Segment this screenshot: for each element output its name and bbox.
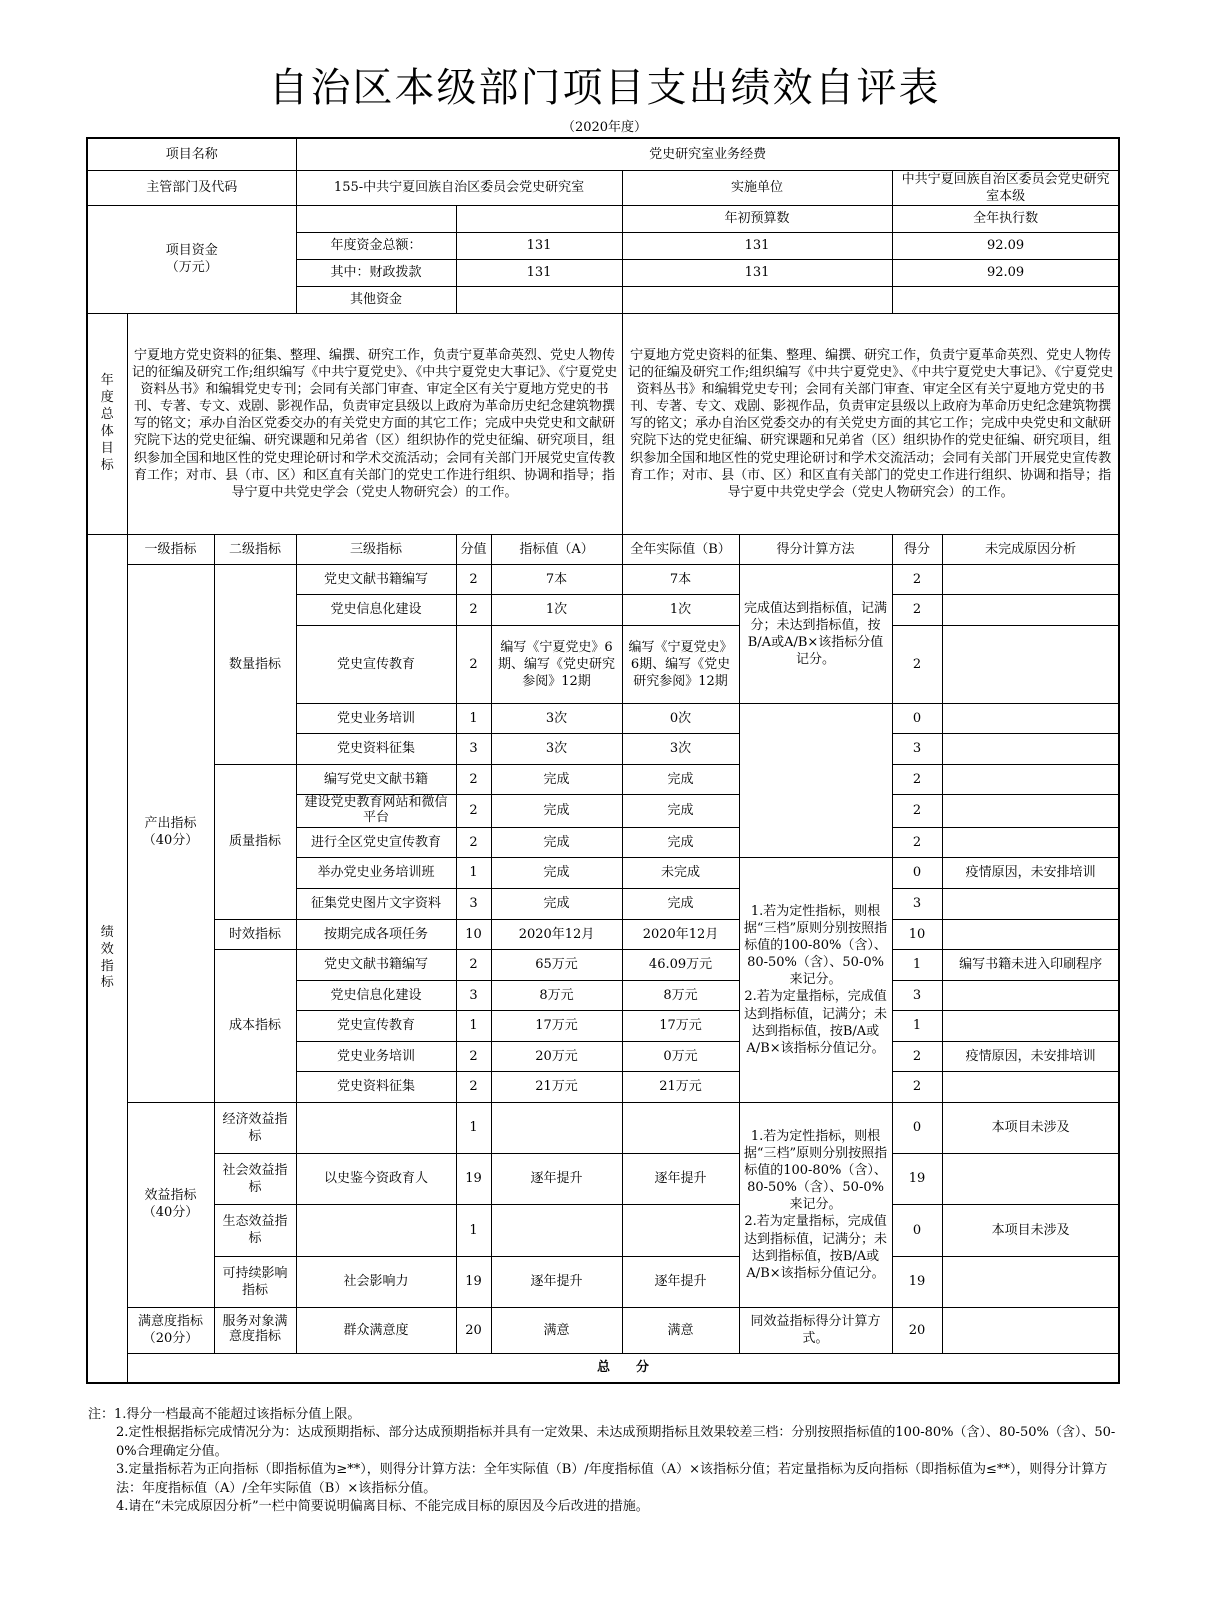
l1-benefit: 效益指标 （40分）	[127, 1102, 214, 1307]
weight: 2	[456, 594, 491, 625]
target: 逐年提升	[491, 1153, 622, 1204]
funds-row-label: 其中：财政拨款	[296, 259, 456, 286]
target: 完成	[491, 764, 622, 794]
l1-satisfaction: 满意度指标 （20分）	[127, 1307, 214, 1353]
l2-ecological: 生态效益指标	[214, 1204, 296, 1256]
weight: 2	[456, 564, 491, 594]
target: 逐年提升	[491, 1256, 622, 1307]
actual: 满意	[622, 1307, 739, 1353]
l3-name: 党史宣传教育	[296, 625, 456, 703]
target	[491, 1204, 622, 1256]
score: 0	[892, 703, 942, 733]
actual: 8万元	[622, 980, 739, 1010]
reason	[942, 919, 1119, 949]
weight: 2	[456, 625, 491, 703]
score: 2	[892, 564, 942, 594]
actual: 21万元	[622, 1071, 739, 1102]
weight: 1	[456, 1010, 491, 1041]
target: 3次	[491, 703, 622, 733]
weight: 3	[456, 888, 491, 919]
reason: 疫情原因，未安排培训	[942, 1041, 1119, 1071]
score: 2	[892, 1071, 942, 1102]
target: 完成	[491, 888, 622, 919]
l3-name: 党史信息化建设	[296, 980, 456, 1010]
weight: 3	[456, 733, 491, 764]
score: 0	[892, 1204, 942, 1256]
header-cell: 得分计算方法	[739, 534, 892, 564]
l3-name: 进行全区党史宣传教育	[296, 827, 456, 857]
impl-value: 中共宁夏回族自治区委员会党史研究室本级	[892, 170, 1119, 205]
note-item: 3.定量指标若为正向指标（即指标值为≥**），则得分计算方法：全年实际值（B）/年度指标值（A）×该指标分值；若定量指标为反向指标（即指标值为≤**），则得分计算方法：年度指标值（A）/全年实际值（B）×该指标分值。	[116, 1462, 1108, 1496]
score: 1	[892, 949, 942, 980]
funds-cell	[892, 286, 1119, 313]
reason	[942, 1071, 1119, 1102]
l3-name: 以史鉴今资政育人	[296, 1153, 456, 1204]
actual: 逐年提升	[622, 1256, 739, 1307]
method-d: 同效益指标得分计算方式。	[739, 1307, 892, 1353]
target: 8万元	[491, 980, 622, 1010]
reason	[942, 1256, 1119, 1307]
header-cell: 三级指标	[296, 534, 456, 564]
project-name-label: 项目名称	[87, 138, 296, 170]
actual: 17万元	[622, 1010, 739, 1041]
reason: 编写书籍未进入印刷程序	[942, 949, 1119, 980]
score: 3	[892, 888, 942, 919]
actual: 3次	[622, 733, 739, 764]
l3-name: 党史文献书籍编写	[296, 949, 456, 980]
actual: 逐年提升	[622, 1153, 739, 1204]
l3-name: 编写党史文献书籍	[296, 764, 456, 794]
funds-header-blank	[296, 205, 456, 232]
reason	[942, 794, 1119, 827]
target: 17万元	[491, 1010, 622, 1041]
reason: 本项目未涉及	[942, 1102, 1119, 1153]
header-cell: 指标值（A）	[491, 534, 622, 564]
l3-name: 建设党史教育网站和微信平台	[296, 794, 456, 827]
header-cell: 未完成原因分析	[942, 534, 1119, 564]
header-cell: 全年实际值（B）	[622, 534, 739, 564]
weight: 19	[456, 1256, 491, 1307]
goal-left: 宁夏地方党史资料的征集、整理、编撰、研究工作，负责宁夏革命英烈、党史人物传记的征编及研究工作;组织编写《中共宁夏党史》、《中共宁夏党史大事记》、《宁夏党史资料丛书》和编辑党史专刊；会同有关部门审查、审定全区有关宁夏地方党史的书刊、专著、专文、戏剧、影视作品，负责审定县级以上政府为革命历史纪念建筑物撰写的铭文；承办自治区党委交办的有关党史方面的其它工作；完成中央党史和文献研究院下达的党史征编、研究课题和兄弟省（区）组织协作的党史征编、研究项目，组织参加全国和地区性的党史理论研讨和学术交流活动；会同有关部门开展党史宣传教育工作；对市、县（市、区）和区直有关部门的党史工作进行组织、协调和指导；指导宁夏中共党史学会（党史人物研究会）的工作。	[127, 313, 622, 534]
target: 65万元	[491, 949, 622, 980]
reason	[942, 733, 1119, 764]
actual: 1次	[622, 594, 739, 625]
weight: 2	[456, 794, 491, 827]
funds-cell	[456, 286, 622, 313]
weight: 20	[456, 1307, 491, 1353]
target: 编写《宁夏党史》6期、编写《党史研究参阅》12期	[491, 625, 622, 703]
reason	[942, 1307, 1119, 1353]
impl-label: 实施单位	[622, 170, 892, 205]
l3-name: 党史资料征集	[296, 1071, 456, 1102]
score: 2	[892, 625, 942, 703]
report-year: （2020年度）	[561, 120, 648, 135]
target: 7本	[491, 564, 622, 594]
score: 0	[892, 857, 942, 888]
l3-name: 按期完成各项任务	[296, 919, 456, 949]
target: 3次	[491, 733, 622, 764]
score: 1	[892, 1010, 942, 1041]
l2-quality: 质量指标	[214, 764, 296, 919]
method-b: 1.若为定性指标，则根据“三档”原则分别按照指标值的100-80%（含）、80-50%（含）、50-0%来记分。 2.若为定量指标，完成值达到指标值，记满分；未达到指标值，按B/A或A/B×该指标分值记分。	[739, 857, 892, 1102]
notes	[88, 1406, 1118, 1517]
actual: 完成	[622, 888, 739, 919]
funds-cell: 131	[622, 232, 892, 259]
reason	[942, 594, 1119, 625]
l2-social: 社会效益指标	[214, 1153, 296, 1204]
note-item: 4.请在“未完成原因分析”一栏中简要说明偏离目标、不能完成目标的原因及今后改进的措施。	[116, 1499, 649, 1515]
header-cell: 得分	[892, 534, 942, 564]
dept-label: 主管部门及代码	[87, 170, 296, 205]
performance-table	[86, 137, 1120, 1384]
weight: 2	[456, 949, 491, 980]
score: 2	[892, 1041, 942, 1071]
score: 3	[892, 980, 942, 1010]
header-cell: 分值	[456, 534, 491, 564]
method-blank	[739, 703, 892, 857]
target: 完成	[491, 794, 622, 827]
reason	[942, 564, 1119, 594]
l2-cost: 成本指标	[214, 949, 296, 1102]
weight: 1	[456, 703, 491, 733]
l2-quantity: 数量指标	[214, 564, 296, 764]
reason	[942, 888, 1119, 919]
score: 10	[892, 919, 942, 949]
target: 20万元	[491, 1041, 622, 1071]
reason	[942, 703, 1119, 733]
score: 3	[892, 733, 942, 764]
funds-cell: 92.09	[892, 259, 1119, 286]
dept-value: 155-中共宁夏回族自治区委员会党史研究室	[296, 170, 622, 205]
reason	[942, 980, 1119, 1010]
goal-label: 年度总体目标	[87, 313, 127, 534]
l3-name: 党史业务培训	[296, 703, 456, 733]
l2-service: 服务对象满意度指标	[214, 1307, 296, 1353]
weight: 3	[456, 980, 491, 1010]
actual: 0次	[622, 703, 739, 733]
actual: 完成	[622, 794, 739, 827]
header-cell: 一级指标	[127, 534, 214, 564]
total-label: 总 分	[127, 1353, 1119, 1383]
l2-sustainable: 可持续影响指标	[214, 1256, 296, 1307]
method-c: 1.若为定性指标，则根据“三档”原则分别按照指标值的100-80%（含）、80-50%（含）、50-0%来记分。 2.若为定量指标，完成值达到指标值，记满分；未达到指标值，按B/A或A/B×该指标分值记分。	[739, 1102, 892, 1307]
l3-name: 党史宣传教育	[296, 1010, 456, 1041]
weight: 1	[456, 1204, 491, 1256]
target: 21万元	[491, 1071, 622, 1102]
actual: 0万元	[622, 1041, 739, 1071]
weight: 1	[456, 857, 491, 888]
actual: 未完成	[622, 857, 739, 888]
weight: 2	[456, 827, 491, 857]
funds-label: 项目资金 （万元）	[87, 205, 296, 313]
reason: 疫情原因，未安排培训	[942, 857, 1119, 888]
actual: 2020年12月	[622, 919, 739, 949]
actual	[622, 1102, 739, 1153]
actual: 46.09万元	[622, 949, 739, 980]
target: 完成	[491, 827, 622, 857]
method-a: 完成值达到指标值，记满分；未达到指标值，按B/A或A/B×该指标分值记分。	[739, 564, 892, 703]
score: 19	[892, 1256, 942, 1307]
note-item: 注：1.得分一档最高不能超过该指标分值上限。	[88, 1407, 361, 1422]
l2-timeliness: 时效指标	[214, 919, 296, 949]
score: 2	[892, 827, 942, 857]
weight: 10	[456, 919, 491, 949]
perf-label: 绩效指标	[87, 534, 127, 1383]
reason	[942, 625, 1119, 703]
reason: 本项目未涉及	[942, 1204, 1119, 1256]
l3-name: 党史资料征集	[296, 733, 456, 764]
l1-output: 产出指标 （40分）	[127, 564, 214, 1102]
weight: 2	[456, 764, 491, 794]
weight: 19	[456, 1153, 491, 1204]
l3-name: 社会影响力	[296, 1256, 456, 1307]
l3-name	[296, 1102, 456, 1153]
reason	[942, 827, 1119, 857]
actual: 完成	[622, 764, 739, 794]
funds-row-label: 年度资金总额：	[296, 232, 456, 259]
reason	[942, 1010, 1119, 1041]
score: 2	[892, 764, 942, 794]
project-name: 党史研究室业务经费	[296, 138, 1119, 170]
funds-cell: 131	[456, 232, 622, 259]
target: 2020年12月	[491, 919, 622, 949]
score: 0	[892, 1102, 942, 1153]
l3-name: 党史文献书籍编写	[296, 564, 456, 594]
actual	[622, 1204, 739, 1256]
l3-name: 群众满意度	[296, 1307, 456, 1353]
target: 完成	[491, 857, 622, 888]
target: 满意	[491, 1307, 622, 1353]
budget-header: 年初预算数	[622, 205, 892, 232]
funds-cell: 92.09	[892, 232, 1119, 259]
score: 2	[892, 794, 942, 827]
header-cell: 二级指标	[214, 534, 296, 564]
l3-name: 举办党史业务培训班	[296, 857, 456, 888]
score: 2	[892, 594, 942, 625]
actual: 7本	[622, 564, 739, 594]
funds-header-blank-2	[456, 205, 622, 232]
reason	[942, 764, 1119, 794]
score: 20	[892, 1307, 942, 1353]
target: 1次	[491, 594, 622, 625]
funds-cell: 131	[622, 259, 892, 286]
l3-name: 征集党史图片文字资料	[296, 888, 456, 919]
actual: 编写《宁夏党史》6期、编写《党史研究参阅》12期	[622, 625, 739, 703]
note-item: 2.定性根据指标完成情况分为：达成预期指标、部分达成预期指标并具有一定效果、未达成预期指标且效果较差三档：分别按照指标值的100-80%（含）、80-50%（含）、50-0%合理确定分值。	[116, 1425, 1116, 1459]
funds-cell	[622, 286, 892, 313]
exec-header: 全年执行数	[892, 205, 1119, 232]
score: 19	[892, 1153, 942, 1204]
actual: 完成	[622, 827, 739, 857]
l3-name	[296, 1204, 456, 1256]
goal-right: 宁夏地方党史资料的征集、整理、编撰、研究工作，负责宁夏革命英烈、党史人物传记的征编及研究工作;组织编写《中共宁夏党史》、《中共宁夏党史大事记》、《宁夏党史资料丛书》和编辑党史专刊；会同有关部门审查、审定全区有关宁夏地方党史的书刊、专著、专文、戏剧、影视作品，负责审定县级以上政府为革命历史纪念建筑物撰写的铭文；承办自治区党委交办的有关党史方面的其它工作；完成中央党史和文献研究院下达的党史征编、研究课题和兄弟省（区）组织协作的党史征编、研究项目，组织参加全国和地区性的党史理论研讨和学术交流活动；会同有关部门开展党史宣传教育工作；对市、县（市、区）和区直有关部门的党史工作进行组织、协调和指导；指导宁夏中共党史学会（党史人物研究会）的工作。	[622, 313, 1119, 534]
target	[491, 1102, 622, 1153]
weight: 2	[456, 1071, 491, 1102]
weight: 2	[456, 1041, 491, 1071]
l2-economic: 经济效益指标	[214, 1102, 296, 1153]
page-title: 自治区本级部门项目支出绩效自评表	[268, 65, 941, 111]
weight: 1	[456, 1102, 491, 1153]
funds-row-label: 其他资金	[296, 286, 456, 313]
funds-cell: 131	[456, 259, 622, 286]
reason	[942, 1153, 1119, 1204]
l3-name: 党史信息化建设	[296, 594, 456, 625]
l3-name: 党史业务培训	[296, 1041, 456, 1071]
